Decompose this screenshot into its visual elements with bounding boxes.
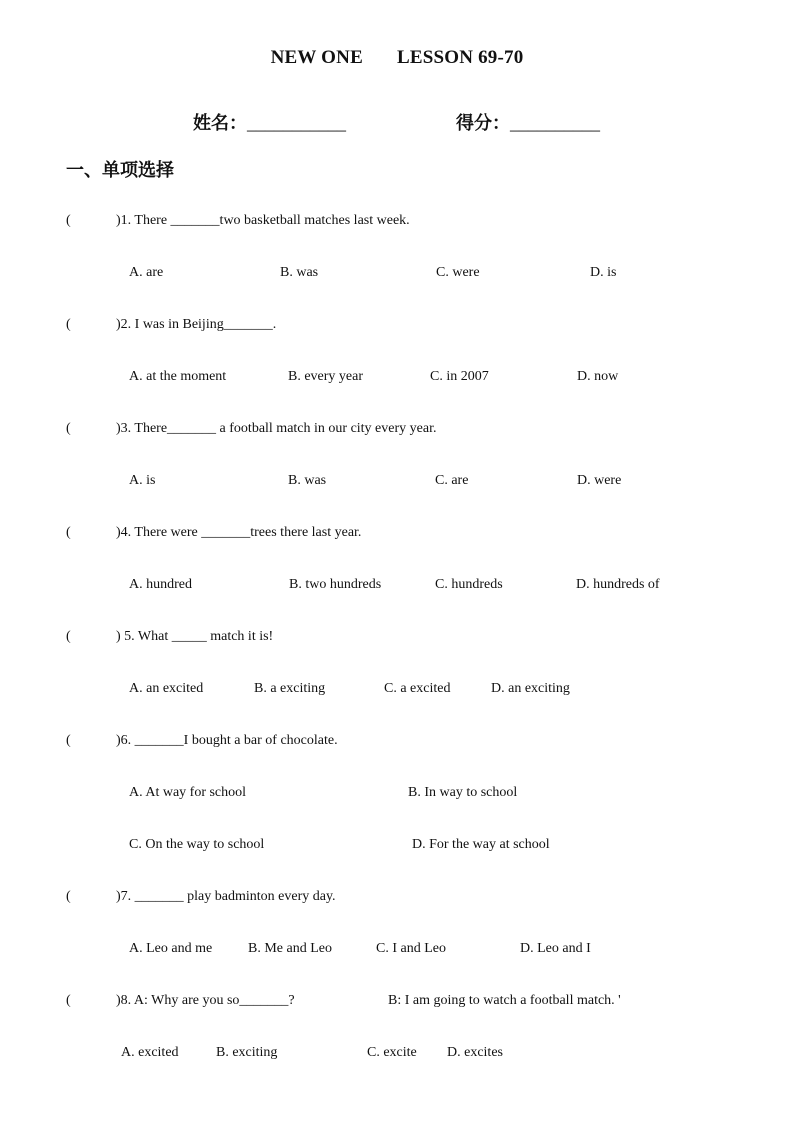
option-d: D. hundreds of: [576, 577, 660, 592]
option-a: A. hundred: [129, 577, 192, 592]
option-d: D. For the way at school: [412, 837, 550, 852]
option-c: C. were: [436, 265, 480, 280]
title-course: NEW ONE: [270, 47, 363, 68]
answer-paren: (: [66, 421, 71, 436]
answer-paren: (: [66, 525, 71, 540]
option-b: B. was: [288, 473, 327, 488]
section-heading: 一、单项选择: [66, 160, 174, 181]
option-a: A. are: [129, 265, 164, 280]
question-stem: ) 5. What _____ match it is!: [116, 629, 274, 644]
option-c: C. On the way to school: [129, 837, 265, 852]
option-c: C. excite: [367, 1045, 417, 1060]
option-c: C. in 2007: [430, 369, 489, 384]
option-b: B. every year: [288, 369, 364, 384]
question-stem: )8. A: Why are you so_______?: [116, 993, 295, 1008]
question-stem: )1. There _______two basketball matches last week.: [116, 213, 410, 228]
option-b: B. exciting: [216, 1045, 278, 1060]
page-title: [0, 47, 794, 69]
answer-paren: (: [66, 213, 71, 228]
question-stem: )4. There were _______trees there last year.: [116, 525, 362, 540]
answer-paren: (: [66, 889, 71, 904]
option-b: B. a exciting: [254, 681, 326, 696]
question-8-response: B: I am going to watch a football match. ': [388, 993, 621, 1008]
option-c: C. hundreds: [435, 577, 503, 592]
option-d: D. now: [577, 369, 619, 384]
option-a: A. is: [129, 473, 156, 488]
question-stem: )3. There_______ a football match in our city every year.: [116, 421, 437, 436]
option-c: C. I and Leo: [376, 941, 446, 956]
option-a: A. excited: [121, 1045, 179, 1060]
option-c: C. a excited: [384, 681, 451, 696]
score-field: [456, 109, 600, 135]
option-d: D. were: [577, 473, 622, 488]
option-a: A. an excited: [129, 681, 204, 696]
option-a: A. At way for school: [129, 785, 247, 800]
answer-paren: (: [66, 629, 71, 644]
name-field: [193, 109, 346, 135]
option-b: B. was: [280, 265, 319, 280]
name-blank: ___________: [247, 113, 346, 133]
option-d: D. is: [590, 265, 617, 280]
option-d: D. an exciting: [491, 681, 570, 696]
answer-paren: (: [66, 993, 71, 1008]
answer-paren: (: [66, 733, 71, 748]
option-c: C. are: [435, 473, 469, 488]
score-blank: __________: [510, 113, 600, 133]
option-d: D. excites: [447, 1045, 503, 1060]
score-label: 得分：: [456, 113, 510, 134]
option-b: B. Me and Leo: [248, 941, 332, 956]
name-label: 姓名：: [193, 113, 247, 134]
answer-paren: (: [66, 317, 71, 332]
question-stem: )7. _______ play badminton every day.: [116, 889, 336, 904]
option-d: D. Leo and I: [520, 941, 591, 956]
option-b: B. two hundreds: [289, 577, 382, 592]
option-a: A. at the moment: [129, 369, 227, 384]
option-b: B. In way to school: [408, 785, 518, 800]
option-a: A. Leo and me: [129, 941, 213, 956]
question-stem: )6. _______I bought a bar of chocolate.: [116, 733, 338, 748]
question-stem: )2. I was in Beijing_______.: [116, 317, 277, 332]
title-lesson: LESSON 69-70: [396, 47, 524, 68]
